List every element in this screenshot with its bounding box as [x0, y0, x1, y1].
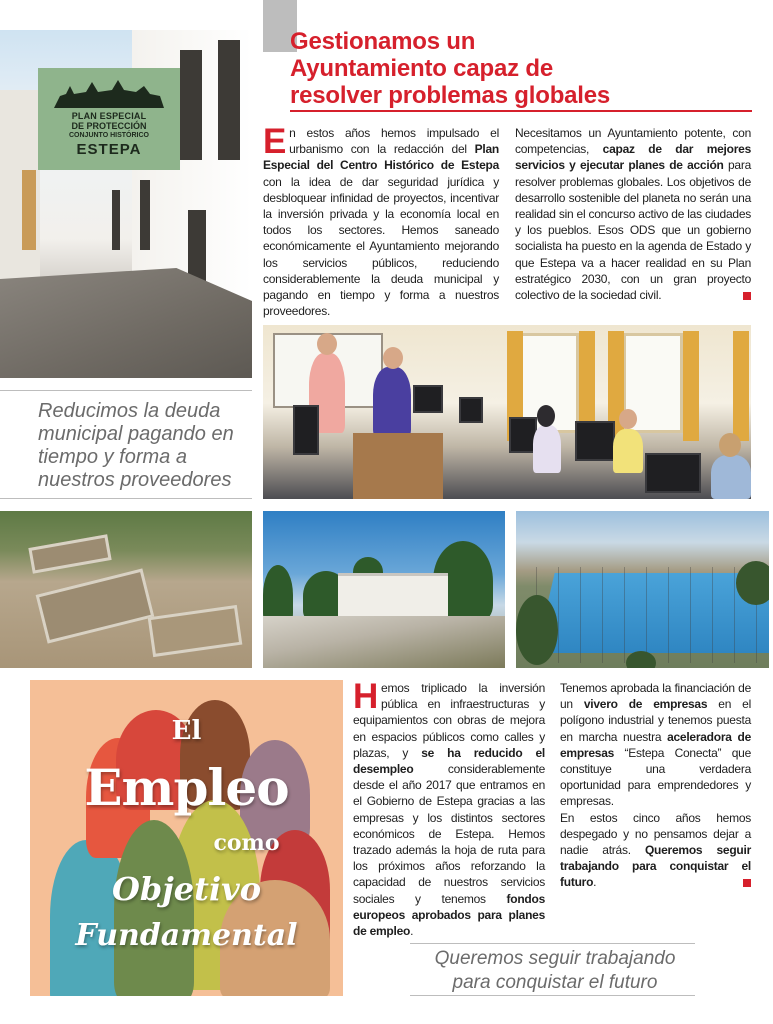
logo-line-4: ESTEPA — [76, 141, 142, 158]
poster-word-como: como — [213, 830, 280, 856]
construction-photo — [0, 511, 252, 668]
text-run: Tenemos aprobada la financiación de un — [560, 681, 751, 712]
text-run: “Estepa Conecta” que constituye una verdadera oportunidad para emprendedores y empresas. — [560, 745, 751, 809]
text-run: . — [593, 875, 597, 890]
pull-quote-future — [410, 947, 700, 995]
building-photo — [263, 511, 505, 668]
plan-especial-logo — [38, 68, 180, 170]
text-run: para resolver problemas globales. Los objetivos de desarrollo sostenible del planeta no serán una realidad sin el concurso activo de las ciudades y los pueblos. Esos ODS que un gobierno socialista ha puesto en la agenda de Estado y que Estepa va a hacer realidad en su Plan estratégico 2030, con un gran proyecto colectivo de la sociedad civil. — [515, 158, 751, 303]
quote-rule-bottom — [410, 995, 695, 996]
sports-court-photo — [516, 511, 769, 668]
bold-run: capaz de dar mejores servicios y ejecutar planes de acción — [515, 142, 751, 173]
quote-rule-top — [0, 390, 252, 391]
headline — [290, 28, 710, 109]
article-bottom-column-2 — [560, 680, 751, 891]
poster-word-objetivo: Objetivo — [111, 870, 262, 908]
headline-line-2: Ayuntamiento capaz de — [290, 55, 553, 82]
end-mark-icon — [743, 292, 751, 300]
bold-run: fondos europeos aprobados para planes de empleo — [353, 891, 545, 939]
street-photo — [0, 30, 252, 378]
bold-run: se ha reducido el desempleo — [353, 745, 545, 777]
poster-word-el: El — [171, 716, 202, 746]
article-bottom-column-1 — [353, 677, 545, 939]
article-top-column-2 — [515, 125, 751, 303]
dropcap: E — [263, 122, 287, 161]
quote-line-2: para conquistar el futuro — [452, 972, 658, 993]
text-run: emos triplicado la inversión pública en infraestructuras y equipamientos con obras de mejora en espacios públicos como calles y plazas, y — [353, 681, 545, 760]
pull-quote-debt: Reducimos la deuda municipal pagando en tiempo y forma a nuestros proveedores — [38, 400, 234, 491]
logo-line-1: PLAN ESPECIAL — [71, 111, 147, 121]
quote-rule-top — [410, 943, 695, 944]
logo-line-2: DE PROTECCIÓN — [71, 121, 147, 131]
text-run: . — [410, 924, 414, 939]
end-mark-icon — [743, 879, 751, 887]
logo-line-3: CONJUNTO HISTÓRICO — [69, 132, 149, 139]
poster-word-empleo: Empleo — [84, 758, 289, 817]
quote-rule-bottom — [0, 498, 252, 499]
poster-word-fundamental: Fundamental — [75, 918, 298, 953]
headline-rule — [290, 110, 752, 112]
text-run: n estos años hemos impulsado el urbanismo con la redacción del — [289, 126, 499, 157]
bold-run: aceleradora de empresas — [560, 729, 751, 760]
dropcap: H — [353, 677, 379, 716]
text-run: en el polígono industrial y tenemos puesta en marcha nuestra — [560, 697, 751, 744]
text-run: con la idea de dar seguridad jurídica y desbloquear infinidad de proyectos, incentivar la inversión privada y la economía local en todos los sectores. Hemos saneado económicamente el Ayuntamiento mejorando los servicios públicos, reduciendo considerablemente la deuda municipal y pagando en tiempo y forma a nuestros proveedores. — [263, 174, 499, 319]
text-run: En estos cinco años hemos despegado y no pensamos dejar a nadie atrás. — [560, 810, 751, 858]
quote-line-1: Queremos seguir trabajando — [434, 948, 676, 969]
text-run: considerablemente desde el año 2017 que entramos en el Gobierno de Estepa gracias a las empresas y los distintos sectores económicos de Estepa. Hemos trazado además la hoja de ruta para los próximos años reforzando la capacidad de nuestros servicios sociales y tenemos — [353, 762, 545, 906]
headline-line-3: resolver problemas globales — [290, 82, 611, 109]
classroom-photo — [263, 325, 751, 499]
bold-run: Plan Especial del Centro Histórico de Estepa — [263, 142, 499, 173]
headline-line-1: Gestionamos un — [290, 28, 476, 55]
text-run: Necesitamos un Ayuntamiento potente, con competencias, — [515, 126, 751, 157]
town-skyline-icon — [52, 78, 166, 108]
bold-run: Queremos seguir trabajando para conquistar el futuro — [560, 843, 752, 890]
article-top-column-1 — [263, 122, 499, 319]
bold-run: vivero de empresas — [583, 697, 708, 712]
empleo-poster — [30, 680, 343, 996]
